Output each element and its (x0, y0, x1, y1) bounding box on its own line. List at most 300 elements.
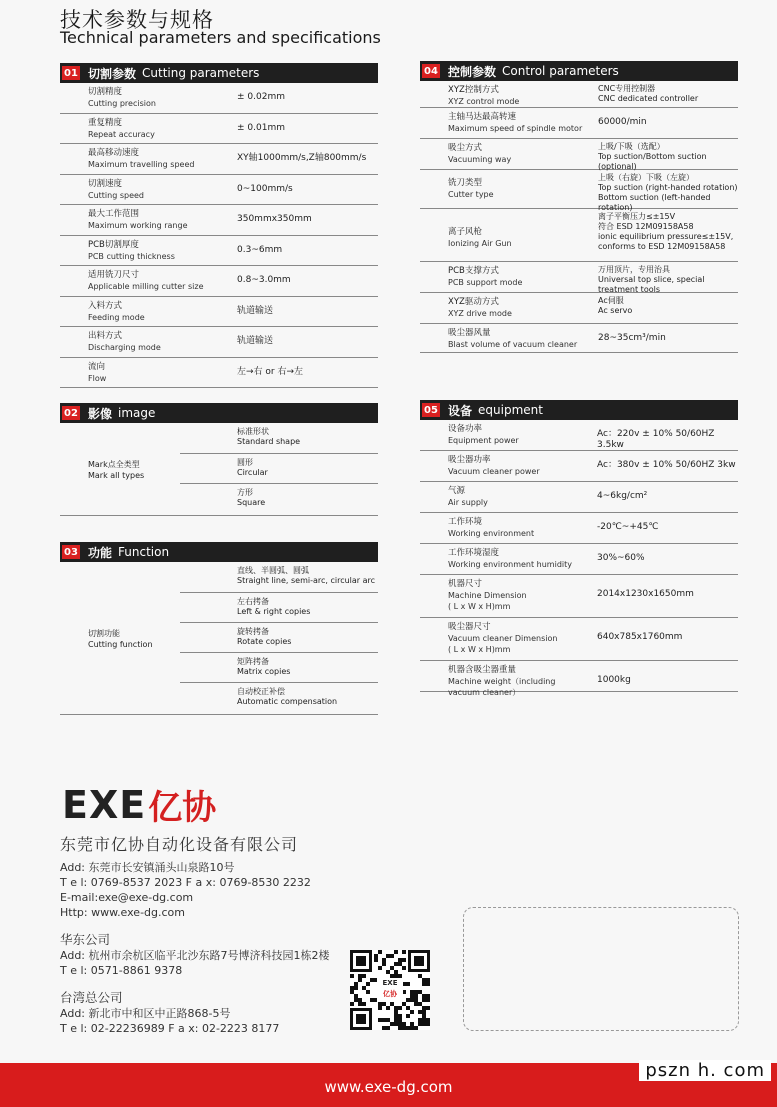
param-row (60, 175, 378, 206)
param-value-line: 上吸/下吸（选配） (598, 142, 665, 151)
watermark: pszn h. com (639, 1060, 771, 1081)
param-value (598, 212, 733, 252)
image-item (237, 458, 268, 478)
param-label (448, 548, 572, 570)
qr-module (402, 966, 406, 970)
section-equipment (420, 400, 738, 697)
param-label-en: ( L x W x H)mm (448, 645, 511, 654)
item-en: Rotate copies (237, 637, 292, 646)
param-row (60, 144, 378, 175)
qr-module (362, 1002, 366, 1006)
param-row (60, 266, 378, 297)
param-value: 2014x1230x1650mm (597, 589, 694, 599)
param-row (420, 108, 738, 139)
param-value (598, 117, 647, 127)
param-label-en: vacuum cleaner） (448, 688, 521, 697)
qr-module (410, 1026, 414, 1030)
param-label (88, 87, 156, 109)
qr-module (394, 970, 398, 974)
param-row (420, 324, 738, 353)
qr-module (402, 1002, 406, 1006)
phone: T e l: 0571-8861 9378 (60, 964, 183, 977)
section-title-en: Function (118, 545, 170, 559)
logo-exe: EXE (62, 782, 147, 827)
item-cn: 标准形状 (237, 427, 269, 436)
qr-module (410, 1010, 414, 1014)
divider (180, 453, 378, 454)
qr-module (426, 1018, 430, 1022)
divider (180, 483, 378, 484)
param-value (598, 265, 738, 295)
section-header (60, 63, 378, 83)
qr-module (350, 1002, 354, 1006)
company-name: 东莞市亿协自动化设备有限公司 (60, 835, 299, 854)
param-value: 640x785x1760mm (597, 632, 683, 642)
param-label-cn: XYZ控制方式 (448, 85, 499, 95)
param-value-line: conforms to ESD 12M09158A58 (598, 242, 726, 251)
qr-module (418, 974, 422, 978)
qr-module (406, 1006, 410, 1010)
qr-code (350, 950, 430, 1030)
param-label (88, 362, 106, 384)
param-label (448, 579, 527, 612)
qr-module (410, 998, 414, 1002)
param-label (448, 517, 534, 539)
param-label-cn: 入料方式 (88, 300, 123, 311)
param-row (420, 618, 738, 661)
qr-module (378, 1002, 382, 1006)
company-logo (62, 780, 216, 829)
item-en: Automatic compensation (237, 697, 338, 706)
qr-module (418, 990, 422, 994)
param-label-en: XYZ control mode (448, 97, 520, 106)
param-value-line: 60000/min (598, 117, 647, 127)
param-row (420, 170, 738, 212)
param-label-en: Feeding mode (88, 312, 145, 322)
param-label-cn: 重复精度 (88, 117, 123, 128)
qr-module (406, 1026, 410, 1030)
param-value-line: Top suction (right-handed rotation) (598, 183, 738, 192)
item-en: Matrix copies (237, 667, 291, 676)
email[interactable]: E-mail:exe@exe-dg.com (60, 891, 194, 904)
qr-module (386, 970, 390, 974)
section-title-cn: 设备 (448, 403, 473, 418)
qr-module (418, 1010, 422, 1014)
param-label-en: Machine weight（including (448, 677, 556, 686)
qr-module (378, 966, 382, 970)
qr-module (426, 1022, 430, 1026)
param-value: 1000kg (597, 675, 631, 685)
param-label (88, 179, 144, 201)
qr-module (414, 990, 418, 994)
qr-module (414, 998, 418, 1002)
qr-module (354, 994, 358, 998)
param-label-cn: 最高移动速度 (88, 148, 140, 158)
image-item (237, 488, 265, 508)
section-header (420, 61, 738, 81)
qr-module (394, 1010, 398, 1014)
param-value: 4~6kg/cm² (597, 491, 648, 501)
section-title-en: equipment (478, 403, 543, 417)
param-value: XY轴1000mm/s,Z轴800mm/s (237, 153, 367, 163)
qr-module (386, 1018, 390, 1022)
param-value (598, 173, 738, 213)
param-label-cn: 机器含吸尘器重量 (448, 665, 517, 675)
param-value: ± 0.01mm (237, 122, 285, 133)
param-value-line: 万用顶片，专用治具 (598, 265, 670, 274)
qr-module (378, 1006, 382, 1010)
item-cn: 圆形 (237, 458, 253, 467)
qr-module (422, 1006, 426, 1010)
param-row (420, 420, 738, 451)
item-cn: 旋转拷备 (237, 627, 269, 636)
group-label (88, 459, 144, 481)
param-value: 0.3~6mm (237, 244, 283, 255)
param-row (60, 114, 378, 145)
param-value (598, 142, 738, 172)
qr-module (398, 1006, 402, 1010)
param-label-en: XYZ drive mode (448, 309, 512, 318)
param-value: 轨道输送 (237, 336, 274, 346)
qr-module (366, 990, 370, 994)
param-label-cn: 工作环境 (448, 517, 483, 527)
param-label-en: Vacuum cleaner Dimension (448, 634, 558, 643)
logo-cn: 亿协 (148, 788, 217, 828)
qr-module (422, 978, 426, 982)
qr-module (354, 986, 358, 990)
qr-module (422, 1018, 426, 1022)
group-label (88, 628, 153, 650)
section-title-en: Control parameters (502, 64, 619, 78)
qr-module (426, 978, 430, 982)
qr-module (394, 1014, 398, 1018)
qr-module (362, 986, 366, 990)
param-label (448, 622, 557, 655)
param-label (88, 209, 188, 231)
qr-module (418, 1002, 422, 1006)
param-label-cn: 吸尘器尺寸 (448, 622, 491, 632)
qr-module (422, 1010, 426, 1014)
param-value: 0.8~3.0mm (237, 275, 291, 285)
param-label (448, 328, 577, 350)
param-value: 30%~60% (597, 553, 645, 563)
param-label-en: Working environment (448, 529, 535, 538)
address: Add: 东莞市长安镇涌头山泉路10号 (60, 861, 235, 874)
param-label-en: Maximum travelling speed (88, 160, 195, 169)
param-value: 左→右 or 右→左 (237, 366, 304, 377)
param-row (420, 139, 738, 170)
qr-module (358, 998, 362, 1002)
divider (180, 622, 378, 623)
qr-module (422, 982, 426, 986)
param-label-cn: 吸尘器风量 (448, 328, 491, 338)
param-label-en: PCB cutting thickness (88, 251, 175, 261)
qr-module (386, 1006, 390, 1010)
qr-module (370, 978, 374, 982)
qr-module (354, 998, 358, 1002)
section-header (60, 542, 378, 562)
param-label-cn: 工作环境湿度 (448, 548, 500, 558)
param-value-line: Ac伺服 (598, 296, 624, 305)
section-function (60, 542, 378, 715)
param-row (420, 451, 738, 482)
param-label (448, 227, 512, 249)
section-image (60, 403, 378, 516)
param-label (448, 178, 494, 200)
page-title-cn: 技术参数与规格 (60, 8, 214, 32)
param-value: 0~100mm/s (237, 183, 293, 194)
param-value-line: Top suction/Bottom suction (optional) (598, 152, 707, 171)
qr-module (414, 994, 418, 998)
contact-east (60, 930, 330, 978)
param-label-cn: PCB支撑方式 (448, 266, 499, 276)
param-value-line: Bottom suction (left-handed rotation) (598, 193, 711, 212)
param-row (420, 661, 738, 697)
qr-module (382, 1026, 386, 1030)
param-label-en: Vacuum cleaner power (448, 467, 540, 476)
image-group (60, 423, 378, 516)
qr-module (394, 962, 398, 966)
param-row (420, 81, 738, 108)
param-label (88, 148, 194, 170)
qr-module (390, 966, 394, 970)
branch-title: 台湾总公司 (60, 990, 123, 1005)
item-en: Standard shape (237, 437, 301, 446)
section-title-cn: 控制参数 (448, 64, 497, 79)
param-label-en: Maximum speed of spindle motor (448, 124, 583, 133)
qr-module (382, 1002, 386, 1006)
item-en: Left & right copies (237, 607, 311, 616)
address: Add: 杭州市余杭区临平北沙东路7号博济科技园1栋2楼 (60, 949, 330, 962)
param-row (420, 209, 738, 262)
qr-module (386, 1026, 390, 1030)
section-header (60, 403, 378, 423)
group-label-en: Mark all types (88, 471, 145, 480)
item-cn: 直线、半圆弧、圆弧 (237, 566, 309, 575)
website[interactable]: Http: www.exe-dg.com (60, 906, 185, 919)
qr-module (382, 1018, 386, 1022)
qr-logo-cn: 亿协 (383, 990, 397, 998)
qr-module (378, 950, 382, 954)
qr-module (382, 962, 386, 966)
qr-module (366, 982, 370, 986)
param-value-line: Ac servo (598, 306, 633, 315)
qr-center-logo (377, 978, 403, 1002)
param-label-en: Repeat accuracy (88, 129, 155, 139)
qr-module (350, 990, 354, 994)
param-label-cn: 切割速度 (88, 178, 123, 189)
section-title-en: image (118, 406, 156, 420)
param-label-cn: 气源 (448, 486, 466, 496)
section-title-cn: 功能 (88, 545, 113, 560)
qr-module (406, 1014, 410, 1018)
param-label-cn: 吸尘方式 (448, 143, 483, 153)
param-value (598, 296, 632, 316)
param-row (60, 236, 378, 267)
section-control-parameters (420, 61, 738, 353)
param-value-line: ionic equilibrium pressure≤±15V, (598, 232, 734, 241)
address: Add: 新北市中和区中正路868-5号 (60, 1007, 231, 1020)
param-label-en: Discharging mode (88, 343, 161, 352)
param-row (420, 482, 738, 513)
param-label-cn: 铣刀类型 (448, 178, 483, 188)
function-item (237, 566, 375, 586)
param-label-cn: XYZ驱动方式 (448, 297, 499, 307)
param-row (60, 327, 378, 358)
section-number: 02 (62, 406, 80, 420)
item-en: Circular (237, 468, 268, 477)
param-label (88, 270, 204, 292)
function-item (237, 597, 310, 617)
param-label-cn: 吸尘器功率 (448, 455, 491, 465)
param-label-en: Equipment power (448, 436, 519, 445)
param-label (88, 240, 175, 262)
qr-module (394, 1006, 398, 1010)
image-item (237, 427, 300, 447)
section-number: 03 (62, 545, 80, 559)
qr-module (390, 1002, 394, 1006)
param-value: Ac：220v ± 10% 50/60HZ 3.5kw (597, 429, 715, 450)
param-value-line: CNC专用控制器 (598, 84, 656, 93)
section-number: 04 (422, 64, 440, 78)
qr-module (382, 958, 386, 962)
qr-module (394, 1018, 398, 1022)
param-label (88, 118, 155, 140)
qr-module (390, 1022, 394, 1026)
contact-main (60, 860, 311, 920)
qr-module (410, 990, 414, 994)
qr-module (394, 1022, 398, 1026)
item-en: Square (237, 498, 266, 507)
param-label-en: ( L x W x H)mm (448, 602, 511, 611)
qr-module (422, 994, 426, 998)
param-row (420, 513, 738, 544)
page-title-en: Technical parameters and specifications (60, 28, 381, 47)
qr-module (406, 998, 410, 1002)
param-label (448, 665, 555, 698)
stamp-area (463, 907, 739, 1031)
group-label-en: Cutting function (88, 640, 153, 649)
qr-module (426, 982, 430, 986)
param-value-line: 符合 ESD 12M09158A58 (598, 222, 694, 231)
divider (180, 652, 378, 653)
param-row (60, 205, 378, 236)
section-cutting-parameters (60, 63, 378, 388)
param-label (448, 424, 519, 446)
qr-module (398, 1014, 402, 1018)
contact-taiwan (60, 988, 279, 1036)
qr-module (414, 1026, 418, 1030)
section-title-cn: 影像 (88, 406, 113, 421)
function-group (60, 562, 378, 715)
item-cn: 左右拷备 (237, 597, 269, 606)
qr-module (398, 1018, 402, 1022)
param-label-cn: 适用铣刀尺寸 (88, 270, 140, 280)
param-label-en: Cutting speed (88, 190, 145, 200)
param-label-en: Air supply (448, 498, 488, 507)
function-item (237, 657, 290, 677)
param-label-cn: 机器尺寸 (448, 579, 483, 589)
section-title-en: Cutting parameters (142, 66, 260, 80)
param-label-cn: 主轴马达最高转速 (448, 112, 517, 122)
function-item (237, 627, 291, 647)
qr-logo-en: EXE (382, 979, 398, 987)
param-row (420, 293, 738, 324)
qr-module (370, 998, 374, 1002)
qr-module (394, 950, 398, 954)
param-value: 350mmx350mm (237, 214, 312, 224)
qr-module (390, 954, 394, 958)
qr-module (398, 1022, 402, 1026)
param-label (88, 301, 145, 323)
qr-module (398, 1026, 402, 1030)
qr-module (422, 1014, 426, 1018)
section-title-cn: 切割参数 (88, 66, 137, 81)
param-label-en: Cutter type (448, 190, 494, 199)
phone-fax: T e l: 0769-8537 2023 F a x: 0769-8530 2232 (60, 876, 311, 889)
param-value: -20℃~+45℃ (597, 522, 659, 532)
param-value (598, 84, 698, 104)
param-label (448, 112, 582, 134)
param-label-en: Cutting precision (88, 99, 156, 108)
qr-module (374, 954, 378, 958)
item-en: Straight line, semi-arc, circular arc (237, 576, 376, 585)
param-value (598, 333, 666, 343)
param-label-en: PCB support mode (448, 278, 523, 287)
param-row (60, 297, 378, 328)
qr-module (398, 958, 402, 962)
qr-module (398, 962, 402, 966)
qr-finder-core (356, 956, 366, 966)
param-label-cn: 离子风枪 (448, 227, 483, 237)
qr-module (362, 974, 366, 978)
param-label-cn: 流向 (88, 361, 106, 372)
param-value-line: 28~35cm³/min (598, 333, 666, 343)
item-cn: 自动校正补偿 (237, 687, 285, 696)
qr-module (358, 978, 362, 982)
qr-module (354, 982, 358, 986)
qr-module (414, 1002, 418, 1006)
param-label (448, 85, 519, 107)
param-row (420, 544, 738, 575)
qr-module (418, 1018, 422, 1022)
qr-module (422, 1022, 426, 1026)
qr-module (426, 998, 430, 1002)
param-row (60, 83, 378, 114)
footer-url[interactable]: www.exe-dg.com (324, 1078, 453, 1096)
param-value-line: Universal top slice, special treatment tools (598, 275, 705, 294)
param-label (448, 266, 522, 288)
qr-finder-core (356, 1014, 366, 1024)
qr-module (358, 1002, 362, 1006)
param-label (448, 455, 540, 477)
qr-module (422, 998, 426, 1002)
param-label-cn: 切割精度 (88, 87, 123, 97)
param-label-en: Vacuuming way (448, 155, 512, 164)
qr-module (358, 974, 362, 978)
param-label (88, 331, 161, 353)
divider (180, 592, 378, 593)
qr-module (350, 974, 354, 978)
qr-module (418, 1022, 422, 1026)
section-number: 01 (62, 66, 80, 80)
param-label-en: Flow (88, 373, 107, 383)
qr-module (426, 1006, 430, 1010)
param-value: ± 0.02mm (237, 92, 285, 102)
param-value-line: 离子平衡压力≤±15V (598, 212, 676, 221)
param-label-cn: 设备功率 (448, 424, 483, 434)
param-row (420, 262, 738, 293)
